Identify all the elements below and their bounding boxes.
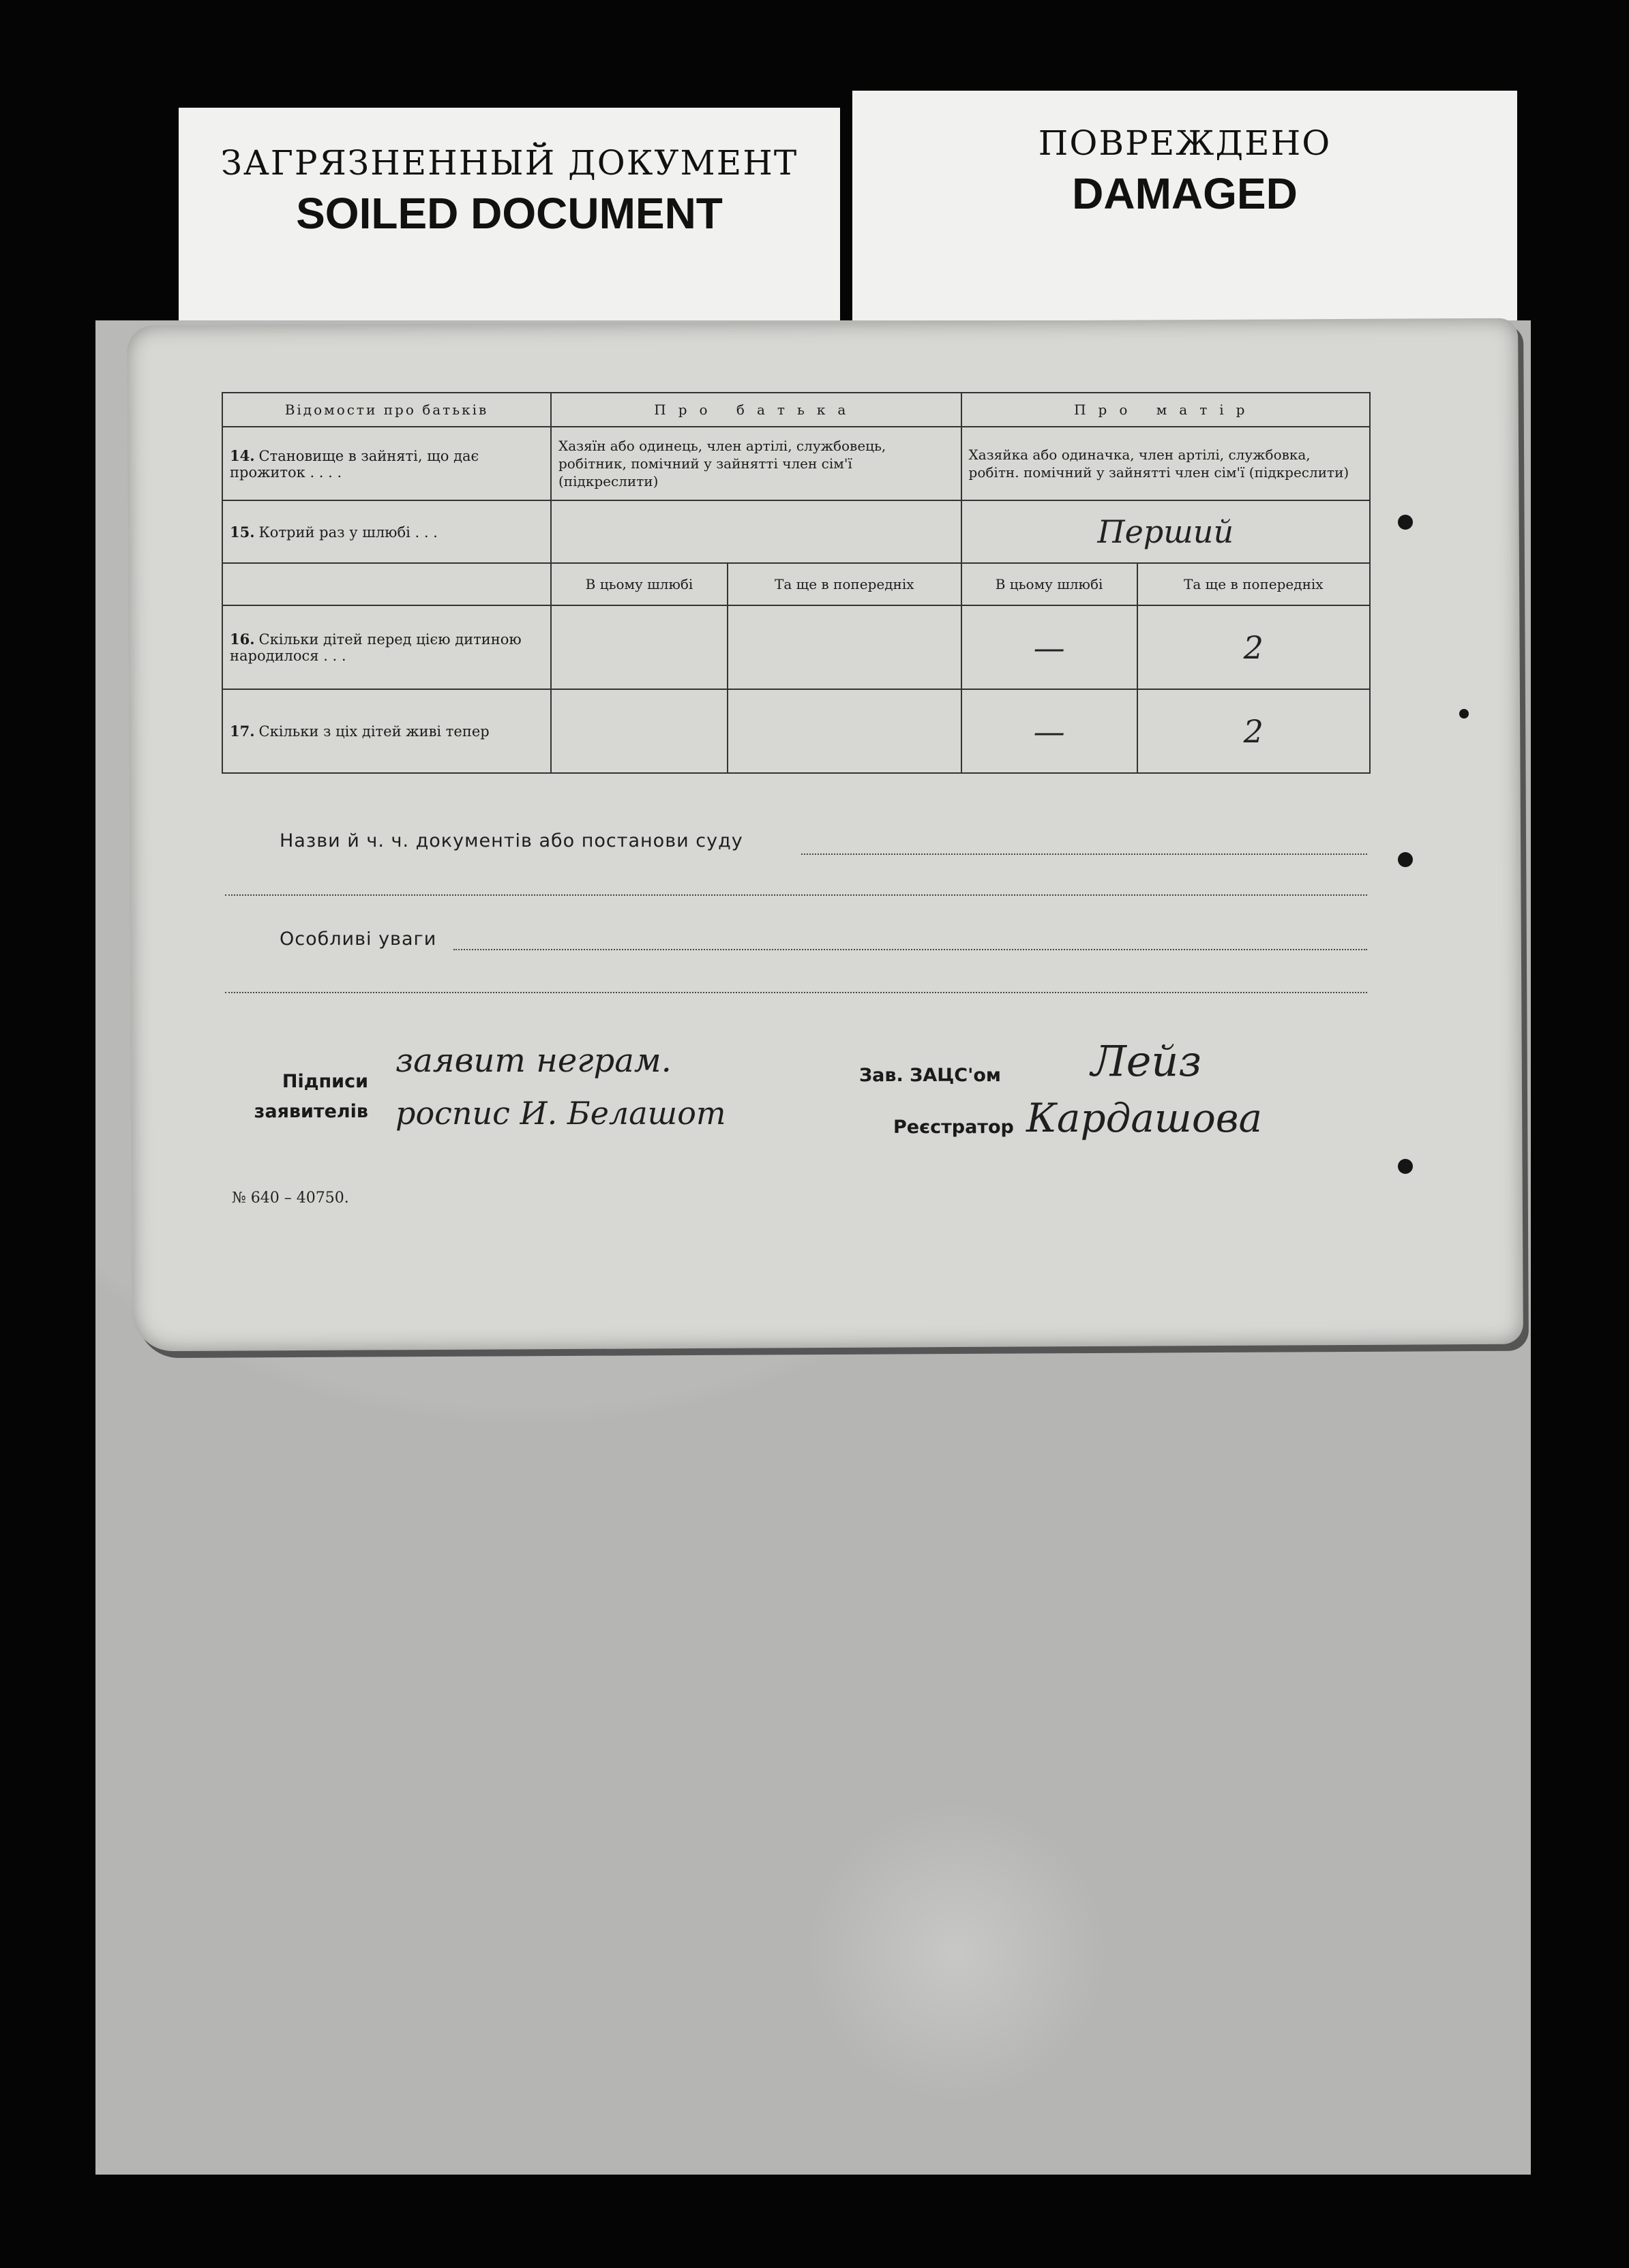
notes-label: Особливі уваги <box>280 928 437 950</box>
soiled-document-label <box>179 108 840 326</box>
father-children-born-previous <box>728 605 961 689</box>
mother-children-alive-this: — <box>961 689 1137 773</box>
documents-label: Назви й ч. ч. документів або постанови суду <box>280 830 743 851</box>
punch-hole <box>1398 852 1413 867</box>
mother-children-born-this: — <box>961 605 1137 689</box>
children-alive-label: 17. Скільки з ціх дітей живі тепер <box>222 689 551 773</box>
punch-hole <box>1398 515 1413 530</box>
applicant-signature-2: роспис И. Белашот <box>395 1095 726 1132</box>
row-children-alive <box>222 689 1370 773</box>
documents-line <box>801 853 1367 855</box>
soiled-label-russian: ЗАГРЯЗНЕННЫЙ ДОКУМЕНТ <box>220 143 798 183</box>
row-occupation <box>222 427 1370 500</box>
father-previous-header: Та ще в попередніх <box>728 563 961 605</box>
damaged-label-russian: ПОВРЕЖДЕНО <box>1038 123 1332 163</box>
mother-this-marriage-header: В цьому шлюбі <box>961 563 1137 605</box>
soiled-label-english: SOILED DOCUMENT <box>296 189 723 238</box>
form-number: № 640 – 40750. <box>232 1190 349 1207</box>
mother-marriage-number: Перший <box>961 500 1370 563</box>
damaged-document-label <box>852 91 1517 326</box>
applicant-signature-1: заявит неграм. <box>395 1042 672 1080</box>
header-about-mother: Про матір <box>961 393 1370 427</box>
father-this-marriage-header: В цьому шлюбі <box>551 563 728 605</box>
header-about-father: Про батька <box>551 393 961 427</box>
children-born-label: 16. Скільки дітей перед цією дитиною народилося . . . <box>222 605 551 689</box>
registry-head-label: Зав. ЗАЦС'ом <box>859 1065 1001 1086</box>
registrar-label: Реєстратор <box>893 1117 1014 1138</box>
documents-line-2 <box>225 894 1367 896</box>
occupation-label: 14. Становище в зайняті, що дає прожиток . . . . <box>222 427 551 500</box>
header-parents-info: Відомости про батьків <box>222 393 551 427</box>
row-children-born <box>222 605 1370 689</box>
father-children-alive-this <box>551 689 728 773</box>
damaged-label-english: DAMAGED <box>1072 169 1298 218</box>
father-marriage-number <box>551 500 961 563</box>
applicants-signature-label: Підписи заявителів <box>254 1071 368 1122</box>
mother-previous-header: Та ще в попередніх <box>1137 563 1370 605</box>
mother-children-alive-previous: 2 <box>1137 689 1370 773</box>
mother-occupation-options: Хазяйка або одиначка, член артілі, службовка, робітн. помічний у зайнятті член сім'ї (підкреслити) <box>961 427 1370 500</box>
mother-children-born-previous: 2 <box>1137 605 1370 689</box>
father-children-born-this <box>551 605 728 689</box>
marriage-number-label: 15. Котрий раз у шлюбі . . . <box>222 500 551 563</box>
registrar-signature: Кардашова <box>1026 1095 1263 1141</box>
father-occupation-options: Хазяїн або одинець, член артілі, службовець, робітник, помічний у зайнятті член сім'ї (підкреслити) <box>551 427 961 500</box>
row-marriage-number <box>222 500 1370 563</box>
punch-hole <box>1398 1159 1413 1174</box>
registry-head-signature: Лейз <box>1091 1036 1202 1086</box>
parents-info-table <box>222 392 1371 774</box>
punch-hole <box>1459 709 1469 719</box>
father-children-alive-previous <box>728 689 961 773</box>
children-subheader-blank <box>222 563 551 605</box>
notes-line <box>453 949 1367 950</box>
children-subheader <box>222 563 1370 605</box>
notes-line-2 <box>225 992 1367 993</box>
